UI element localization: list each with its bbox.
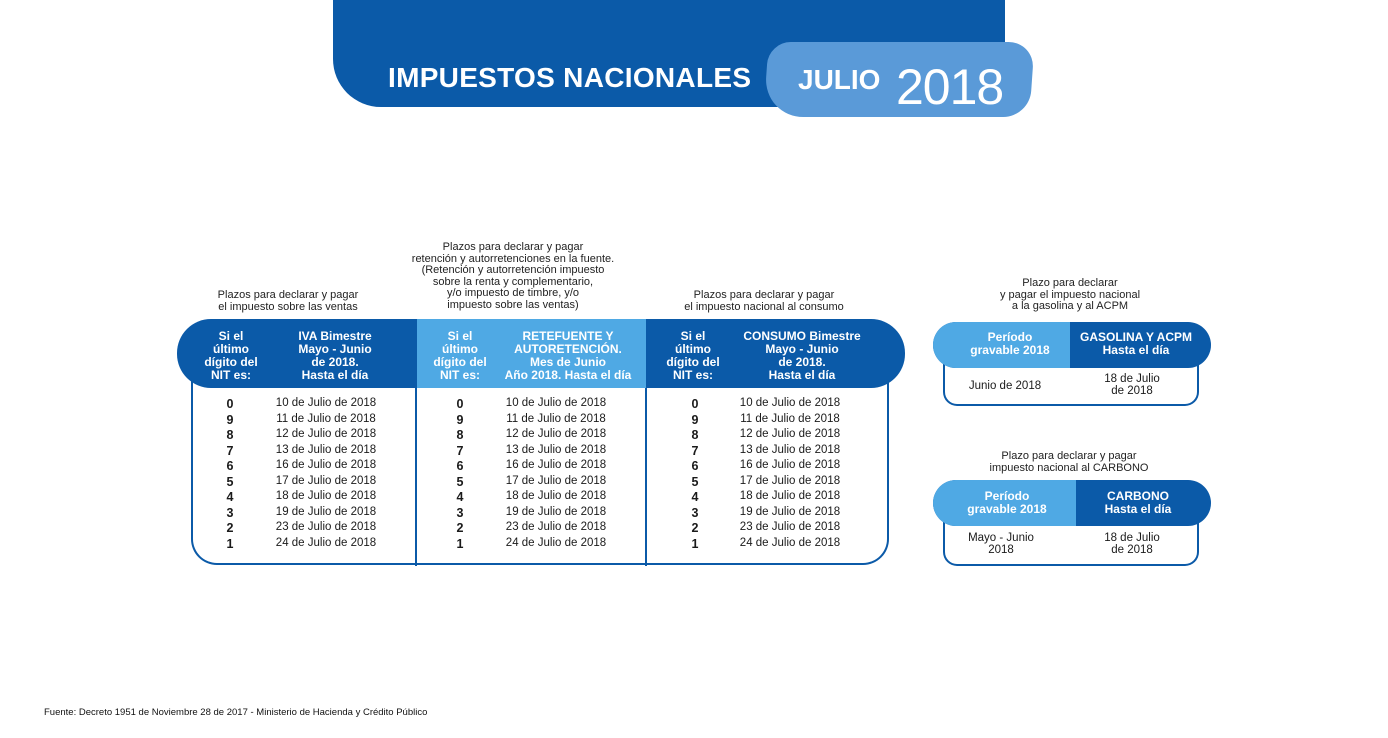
text-line: y/o impuesto de timbre, y/o: [446, 287, 580, 299]
text-line: CONSUMO Bimestre: [743, 329, 861, 343]
rete-date-cell: 24 de Julio de 2018: [505, 536, 607, 549]
text-line: RETEFUENTE Y: [522, 329, 614, 343]
text-line: último: [675, 342, 711, 356]
consumo-digit-cell: 7: [691, 443, 699, 458]
source-footer: Fuente: Decreto 1951 de Noviembre 28 de 2017 - Ministerio de Hacienda y Crédito Público: [44, 707, 428, 718]
text-line: GASOLINA Y ACPM: [1079, 330, 1192, 344]
text-line: gravable 2018: [967, 502, 1047, 516]
year-label: 2018: [896, 59, 1004, 115]
note-iva: [190, 290, 386, 313]
carbono-deadline-header: [1076, 490, 1200, 516]
gasolina-period-header: [945, 331, 1075, 357]
rete-digit-cell: 3: [456, 505, 464, 520]
consumo-digit-header: [658, 330, 728, 382]
text-line: el impuesto sobre las ventas: [218, 300, 358, 313]
text-line: Año 2018. Hasta el día: [504, 368, 632, 382]
carbono-period-header: [945, 490, 1069, 516]
iva-date-cell: 16 de Julio de 2018: [275, 459, 377, 471]
rete-digit-cell: 5: [456, 474, 464, 489]
gasolina-deadline-value: [1070, 373, 1194, 397]
text-line: Plazos para declarar y pagar: [217, 289, 359, 301]
text-line: de 2018: [1111, 385, 1153, 397]
text-line: Mayo - Junio: [298, 342, 372, 356]
iva-date-cell: 23 de Julio de 2018: [275, 521, 377, 533]
text-line: Si el: [218, 329, 244, 343]
iva-digit-cell: 9: [226, 412, 234, 427]
consumo-date-cell: 17 de Julio de 2018: [739, 474, 841, 487]
iva-digit-header: [196, 330, 266, 382]
text-line: AUTORETENCIÓN.: [514, 342, 622, 356]
note-retefuente: [400, 242, 626, 311]
note-consumo: [664, 290, 864, 313]
iva-date-cell: 11 de Julio de 2018: [276, 412, 376, 425]
carbono-deadline-value: [1070, 532, 1194, 556]
text-line: último: [213, 342, 249, 356]
note-carbono: [960, 451, 1178, 474]
iva-date-cell: 24 de Julio de 2018: [275, 536, 377, 549]
text-line: de 2018.: [311, 355, 359, 369]
rete-digit-cell: 8: [456, 428, 464, 442]
gasolina-deadline-header: [1072, 331, 1200, 357]
gasolina-period-value: [945, 380, 1065, 392]
text-line: Plazo para declarar y pagar: [1001, 450, 1137, 462]
text-line: Hasta el día: [768, 368, 836, 382]
text-line: IVA Bimestre: [298, 329, 372, 343]
rete-date-cell: 19 de Julio de 2018: [505, 505, 607, 518]
text-line: de 2018.: [778, 355, 826, 369]
text-line: a la gasolina y al ACPM: [1011, 300, 1129, 312]
iva-date-cell: 17 de Julio de 2018: [275, 474, 377, 487]
iva-date-cell: 12 de Julio de 2018: [275, 428, 377, 440]
consumo-date-cell: 23 de Julio de 2018: [739, 521, 841, 533]
rete-digit-cell: 7: [456, 443, 464, 458]
rete-digit-cell: 4: [456, 490, 464, 504]
rete-digit-cell: 1: [456, 536, 464, 551]
iva-digit-cell: 4: [226, 490, 234, 504]
iva-date-cell: 19 de Julio de 2018: [275, 505, 377, 518]
text-line: dígito del: [433, 355, 487, 369]
consumo-date-cell: 16 de Julio de 2018: [739, 459, 841, 471]
month-label: JULIO: [798, 64, 881, 95]
iva-digit-cell: 7: [226, 443, 234, 458]
text-line: NIT es:: [672, 368, 713, 382]
text-line: NIT es:: [210, 368, 251, 382]
text-line: Período: [984, 489, 1030, 503]
text-line: gravable 2018: [970, 343, 1050, 357]
divider-2: [645, 388, 647, 566]
text-line: Plazo para declarar: [1022, 277, 1118, 289]
rete-date-cell: 13 de Julio de 2018: [505, 443, 607, 456]
rete-digit-cell: 6: [456, 459, 464, 473]
consumo-digit-cell: 0: [691, 397, 699, 411]
text-line: impuesto nacional al CARBONO: [989, 461, 1149, 474]
text-line: Junio de 2018: [968, 380, 1042, 392]
text-line: Si el: [447, 329, 473, 343]
consumo-digit-cell: 3: [691, 505, 699, 520]
consumo-digit-cell: 2: [691, 521, 699, 535]
text-line: CARBONO: [1107, 489, 1169, 503]
text-line: impuesto sobre las ventas): [447, 298, 579, 311]
consumo-date-cell: 18 de Julio de 2018: [739, 490, 841, 502]
consumo-digit-cell: 4: [691, 490, 699, 504]
text-line: Plazos para declarar y pagar: [442, 241, 584, 253]
text-line: sobre la renta y complementario,: [432, 275, 594, 288]
consumo-digit-cell: 1: [691, 536, 699, 551]
iva-date-cell: 18 de Julio de 2018: [275, 490, 377, 502]
rete-digit-header: [425, 330, 495, 382]
rete-date-cell: 16 de Julio de 2018: [505, 459, 607, 471]
rete-date-cell: 12 de Julio de 2018: [505, 428, 607, 440]
iva-digit-cell: 5: [226, 474, 234, 489]
text-line: Si el: [680, 329, 706, 343]
consumo-date-header: [734, 330, 870, 382]
consumo-digit-cell: 9: [691, 412, 699, 427]
iva-digit-cell: 6: [226, 459, 234, 473]
text-line: último: [442, 342, 478, 356]
consumo-digit-cell: 6: [691, 459, 699, 473]
text-line: retención y autorretenciones en la fuente.: [411, 252, 615, 265]
text-line: Mayo - Junio: [968, 532, 1034, 544]
text-line: Hasta el día: [1102, 343, 1170, 357]
text-line: de 2018: [1111, 544, 1153, 556]
consumo-date-cell: 13 de Julio de 2018: [739, 443, 841, 456]
consumo-digit-cell: 8: [691, 428, 699, 442]
consumo-date-cell: 12 de Julio de 2018: [739, 428, 841, 440]
page-title: IMPUESTOS NACIONALES: [388, 62, 752, 93]
iva-date-cell: 10 de Julio de 2018: [275, 397, 377, 409]
text-line: Mayo - Junio: [765, 342, 839, 356]
text-line: Hasta el día: [1104, 502, 1172, 516]
rete-digit-cell: 0: [456, 397, 464, 411]
carbono-period-value: [945, 532, 1057, 556]
text-line: dígito del: [666, 355, 720, 369]
iva-digit-cell: 3: [226, 505, 234, 520]
rete-digit-cell: 2: [456, 521, 464, 535]
iva-digit-cell: 2: [226, 521, 234, 535]
rete-date-cell: 11 de Julio de 2018: [506, 412, 606, 425]
divider-1: [415, 388, 417, 566]
consumo-date-cell: 19 de Julio de 2018: [739, 505, 841, 518]
text-line: 2018: [988, 544, 1014, 556]
note-gasolina: [970, 278, 1170, 313]
iva-digit-cell: 1: [226, 536, 234, 551]
text-line: 18 de Julio: [1104, 373, 1160, 385]
text-line: Hasta el día: [301, 368, 369, 382]
rete-digit-cell: 9: [456, 412, 464, 427]
consumo-date-cell: 24 de Julio de 2018: [739, 536, 841, 549]
iva-date-header: [270, 330, 400, 382]
text-line: Plazos para declarar y pagar: [693, 289, 835, 301]
iva-digit-cell: 8: [226, 428, 234, 442]
text-line: 18 de Julio: [1104, 532, 1160, 544]
rete-date-cell: 17 de Julio de 2018: [505, 474, 607, 487]
text-line: NIT es:: [439, 368, 480, 382]
iva-date-cell: 13 de Julio de 2018: [275, 443, 377, 456]
rete-date-cell: 18 de Julio de 2018: [505, 490, 607, 502]
text-line: (Retención y autorretención impuesto: [421, 264, 605, 276]
rete-date-cell: 23 de Julio de 2018: [505, 521, 607, 533]
consumo-date-cell: 10 de Julio de 2018: [739, 397, 841, 409]
text-line: Período: [987, 330, 1033, 344]
rete-date-header: [496, 330, 640, 382]
text-line: el impuesto nacional al consumo: [684, 300, 844, 313]
consumo-digit-cell: 5: [691, 474, 699, 489]
consumo-date-cell: 11 de Julio de 2018: [740, 412, 840, 425]
iva-digit-cell: 0: [226, 397, 234, 411]
rete-date-cell: 10 de Julio de 2018: [505, 397, 607, 409]
text-line: y pagar el impuesto nacional: [999, 288, 1141, 301]
text-line: Mes de Junio: [529, 355, 606, 369]
text-line: dígito del: [204, 355, 258, 369]
